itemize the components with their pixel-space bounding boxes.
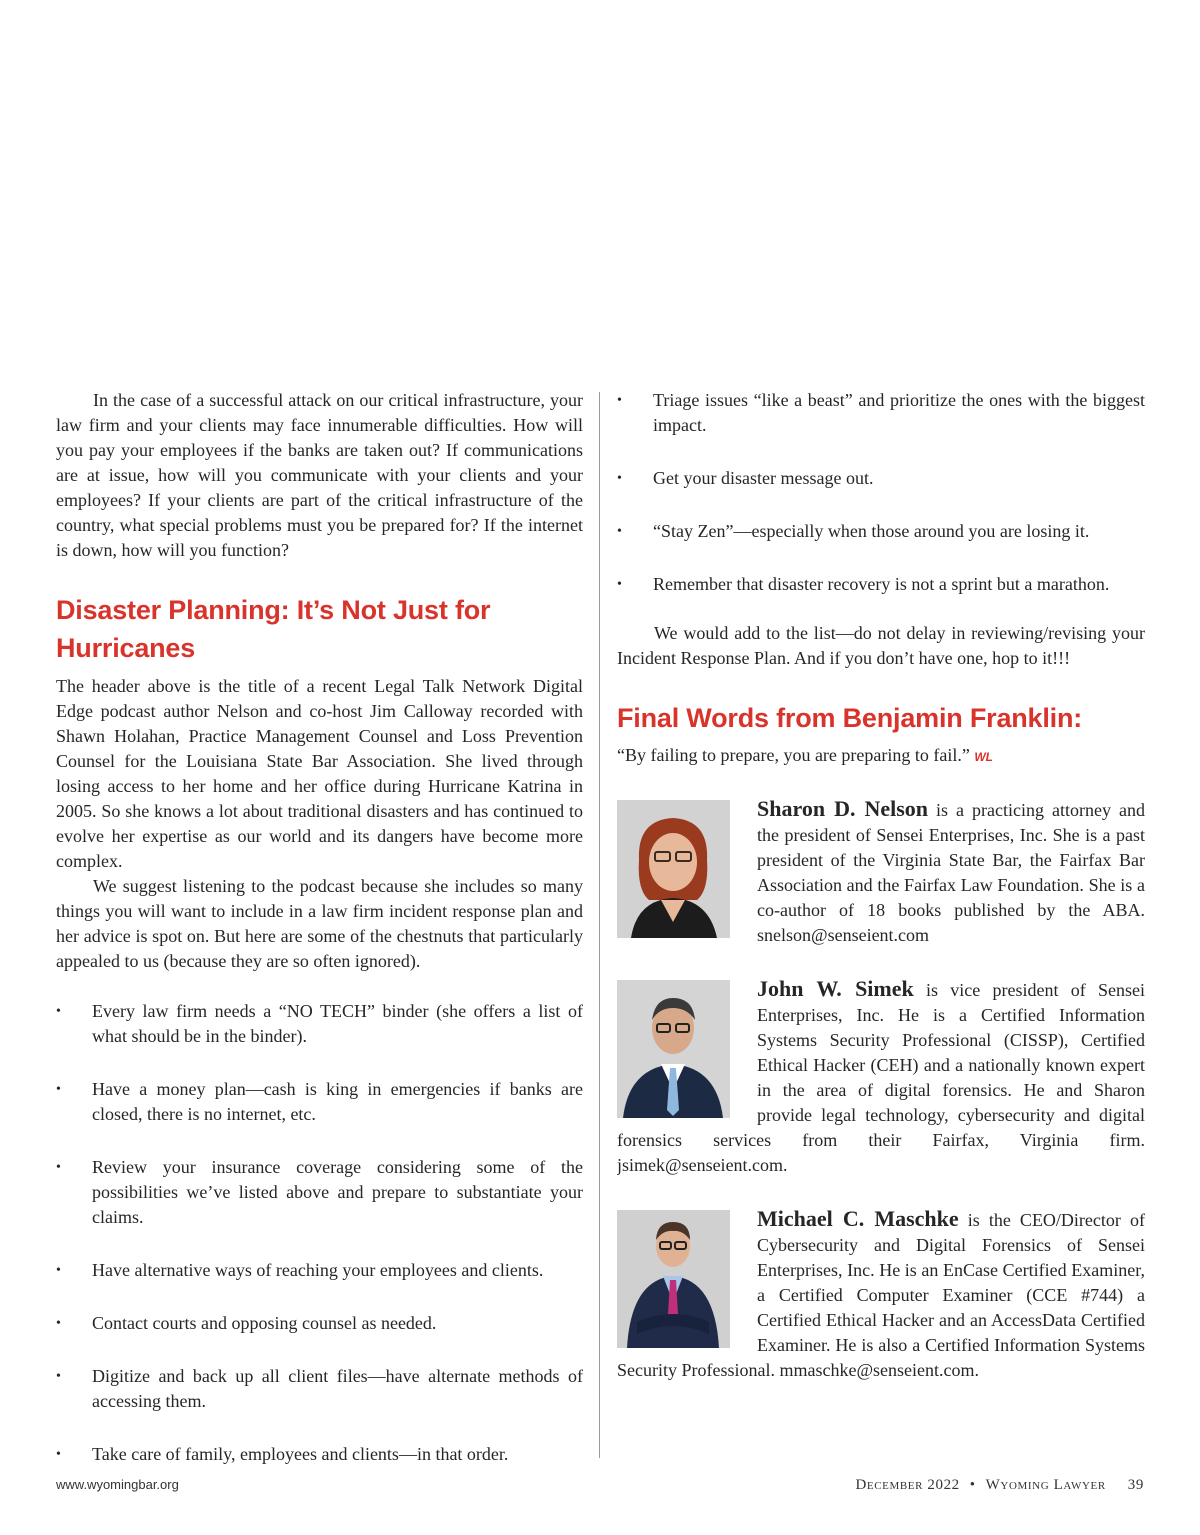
bullet-dot-icon: • xyxy=(56,1316,61,1331)
footer-url: www.wyomingbar.org xyxy=(56,1477,179,1492)
list-item: • Every law firm needs a “NO TECH” binder (she offers a list of what should be in the binder). xyxy=(56,1001,583,1046)
body-paragraph: We suggest listening to the podcast because she includes so many things you will want to include in a law firm incident response plan and her advice is spot on. But here are some of the chestnuts that particularly appealed to us (because they are so often ignored). xyxy=(56,876,583,971)
bullet-list-left xyxy=(56,999,583,1467)
section-heading-final-words: Final Words from Benjamin Franklin: xyxy=(617,703,1083,733)
bio-name: John W. Simek xyxy=(757,976,914,1001)
footer-issue: December 2022 xyxy=(855,1477,960,1493)
bio-text: Michael C. Maschke is the CEO/Director of Cybersecurity and Digital Forensics of Sensei Enterprises, Inc. He is an EnCase Certified Examiner, a Certified Computer Examiner (CCE #744) a Certified Ethical Hacker and an AccessData Certified Examiner. He is also a Certified Information Systems Security Professional. mmaschke@senseient.com. xyxy=(617,1206,1145,1380)
bullet-dot-icon: • xyxy=(617,524,622,539)
bio-name: Sharon D. Nelson xyxy=(757,796,929,821)
list-item: • Take care of family, employees and clients—in that order. xyxy=(56,1442,583,1467)
left-column xyxy=(56,388,583,1495)
bullet-dot-icon: • xyxy=(56,1263,61,1278)
list-item: • Digitize and back up all client files—have alternate methods of accessing them. xyxy=(56,1366,583,1411)
footer-issue-info xyxy=(855,1477,1144,1494)
bullet-list-right xyxy=(617,388,1145,597)
column-divider xyxy=(599,392,600,1458)
list-item: • Remember that disaster recovery is not a sprint but a marathon. xyxy=(617,572,1145,597)
bullet-dot-icon: • xyxy=(56,1160,61,1175)
bio-text: John W. Simek is vice president of Sensei Enterprises, Inc. He is a Certified Information Systems Security Professional (CISSP), Certified Ethical Hacker (CEH) and a nationally known expert in the area of digital forensics. He and Sharon provide legal technology, cybersecurity and digital forensics services from their Fairfax, Virginia firm. jsimek@senseient.com. xyxy=(617,976,1145,1175)
page-number: 39 xyxy=(1127,1477,1144,1493)
end-mark: WL xyxy=(974,750,994,764)
list-item: • Review your insurance coverage considering some of the possibilities we’ve listed above and prepare to substantiate your claims. xyxy=(56,1157,583,1227)
list-item: • “Stay Zen”—especially when those around you are losing it. xyxy=(617,519,1145,544)
list-item: • Get your disaster message out. xyxy=(617,466,1145,491)
intro-paragraph: In the case of a successful attack on our critical infrastructure, your law firm and your clients may face innumerable difficulties. How will you pay your employees if the banks are taken out? If communications are at issue, how will you communicate with your clients and your employees? If your clients are part of the critical infrastructure of the country, what special problems must you be prepared for? If the internet is down, how will you function? xyxy=(56,390,583,560)
list-item: • Have a money plan—cash is king in emergencies if banks are closed, there is no internet, etc. xyxy=(56,1079,583,1124)
bullet-dot-icon: • xyxy=(56,1004,61,1019)
bullet-dot-icon: • xyxy=(56,1082,61,1097)
author-bio-nelson xyxy=(617,796,1145,948)
list-item: • Triage issues “like a beast” and prioritize the ones with the biggest impact. xyxy=(617,390,1145,435)
bullet-dot-icon: • xyxy=(617,393,622,408)
body-paragraph: We would add to the list—do not delay in reviewing/revising your Incident Response Plan. And if you don’t have one, hop to it!!! xyxy=(617,623,1145,668)
author-photo-simek xyxy=(617,980,730,1118)
author-bio-maschke xyxy=(617,1206,1145,1383)
list-item: • Contact courts and opposing counsel as needed. xyxy=(56,1311,583,1336)
bullet-dot-icon: • xyxy=(56,1447,61,1462)
bio-text: Sharon D. Nelson is a practicing attorney and the president of Sensei Enterprises, Inc. She is a past president of the Virginia State Bar, the Fairfax Bar Association and the Fairfax Law Foundation. She is a co-author of 18 books published by the ABA. snelson@senseient.com xyxy=(757,796,1145,945)
bullet-dot-icon: • xyxy=(56,1369,61,1384)
author-bio-simek xyxy=(617,976,1145,1178)
footer-publication: Wyoming Lawyer xyxy=(985,1477,1106,1493)
bullet-dot-icon: • xyxy=(617,577,622,592)
section-heading-disaster-planning: Disaster Planning: It’s Not Just for Hurricanes xyxy=(56,595,491,663)
franklin-quote: “By failing to prepare, you are preparing to fail.” WL xyxy=(617,745,994,765)
bullet-dot-icon: • xyxy=(617,471,622,486)
footer-bullet-icon: • xyxy=(969,1477,976,1493)
author-photo-maschke xyxy=(617,1210,730,1348)
bio-name: Michael C. Maschke xyxy=(757,1206,959,1231)
body-paragraph: The header above is the title of a recent Legal Talk Network Digital Edge podcast author Nelson and co-host Jim Calloway recorded with Shawn Holahan, Practice Management Counsel and Loss Prevention Counsel for the Louisiana State Bar Association. She lived through losing access to her home and her office during Hurricane Katrina in 2005. So she knows a lot about traditional disasters and has continued to evolve her expertise as our world and its dangers have become more complex. xyxy=(56,676,583,871)
right-column xyxy=(617,388,1145,1383)
list-item: • Have alternative ways of reaching your employees and clients. xyxy=(56,1258,583,1283)
author-photo-nelson xyxy=(617,800,730,938)
